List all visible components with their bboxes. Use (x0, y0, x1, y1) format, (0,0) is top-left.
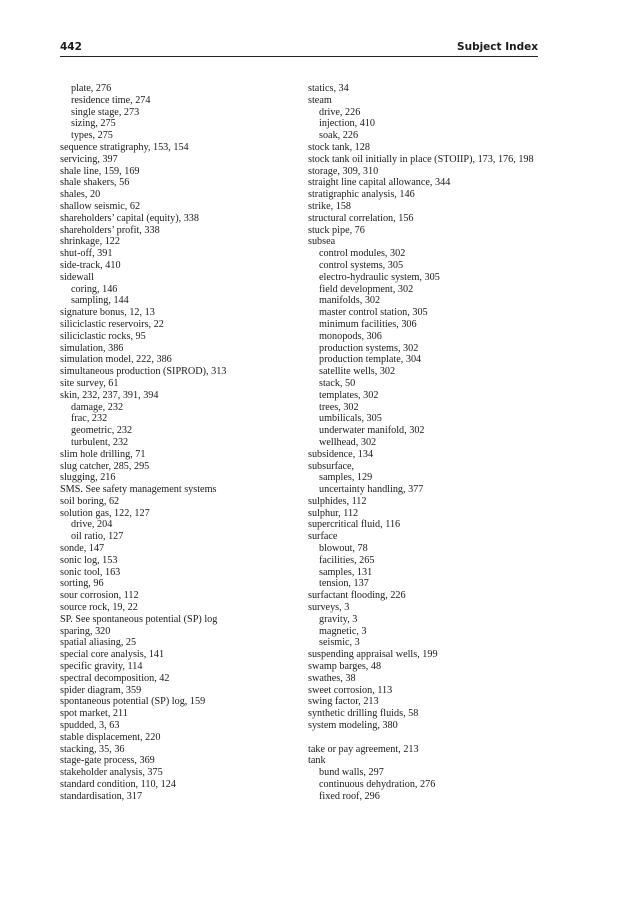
index-subentry: damage, 232 (71, 401, 124, 413)
index-entry: SP. See spontaneous potential (SP) log (60, 613, 218, 625)
index-subentry: underwater manifold, 302 (319, 425, 425, 437)
index-entry: slug catcher, 285, 295 (60, 460, 150, 472)
index-entry: stage-gate process, 369 (60, 755, 155, 767)
index-entry: signature bonus, 12, 13 (60, 307, 155, 319)
index-entry: slugging, 216 (60, 472, 116, 484)
index-entry: skin, 232, 237, 391, 394 (60, 389, 159, 401)
index-entry: statics, 34 (308, 83, 349, 94)
index-entry: structural correlation, 156 (308, 212, 414, 224)
index-subentry: tension, 137 (319, 578, 369, 590)
index-entry: simulation model, 222, 386 (60, 354, 172, 366)
index-subentry: samples, 129 (319, 472, 373, 484)
index-entry: shareholders’ capital (equity), 338 (60, 212, 199, 224)
index-subentry: control systems, 305 (319, 259, 404, 271)
index-entry: slim hole drilling, 71 (60, 448, 146, 460)
index-entry: shale line, 159, 169 (60, 165, 140, 177)
index-entry: spudded, 3, 63 (60, 720, 120, 732)
index-subentry: facilities, 265 (319, 554, 375, 566)
index-subentry: stack, 50 (319, 377, 356, 389)
index-entry: source rock, 19, 22 (60, 602, 138, 614)
index-subentry: samples, 131 (319, 566, 373, 578)
index-entry: sonic tool, 163 (60, 566, 121, 578)
index-entry: shareholders’ profit, 338 (60, 224, 160, 236)
index-subentry: oil ratio, 127 (71, 531, 124, 543)
index-subentry: electro-hydraulic system, 305 (319, 271, 440, 283)
index-subentry: plate, 276 (71, 83, 112, 94)
index-subentry: uncertainty handling, 377 (319, 484, 424, 496)
index-entry: surface (308, 531, 338, 543)
index-entry: sweet corrosion, 113 (308, 684, 393, 696)
index-entry: spontaneous potential (SP) log, 159 (60, 696, 206, 708)
index-subentry: satellite wells, 302 (319, 366, 396, 378)
index-entry: standardisation, 317 (60, 790, 143, 802)
index-entry: stratigraphic analysis, 146 (308, 189, 415, 201)
index-subentry: field development, 302 (319, 283, 414, 295)
index-entry: swamp barges, 48 (308, 661, 382, 673)
index-subentry: sampling, 144 (71, 295, 129, 307)
index-entry: special core analysis, 141 (60, 649, 165, 661)
index-subentry: monopods, 306 (319, 330, 382, 342)
index-column-right (308, 83, 548, 803)
index-entry: shrinkage, 122 (60, 236, 120, 248)
index-entry: stacking, 35, 36 (60, 743, 125, 755)
index-entry: supercritical fluid, 116 (308, 519, 401, 531)
index-entry: siliciclastic rocks, 95 (60, 330, 146, 342)
index-entry: simulation, 386 (60, 342, 124, 354)
index-entry: system modeling, 380 (308, 720, 398, 732)
running-header (60, 40, 538, 57)
index-entry: shales, 20 (60, 189, 101, 201)
index-entry: spider diagram, 359 (60, 684, 142, 696)
index-subentry: magnetic, 3 (319, 625, 367, 637)
index-subentry: frac, 232 (71, 413, 108, 425)
index-subentry: control modules, 302 (319, 248, 406, 260)
index-subentry: fixed roof, 296 (319, 790, 380, 802)
index-entry: sequence stratigraphy, 153, 154 (60, 141, 189, 153)
index-entry: steam (308, 94, 332, 106)
index-entry: shale shakers, 56 (60, 177, 130, 189)
index-entry: sulphur, 112 (308, 507, 359, 519)
index-entry: suspending appraisal wells, 199 (308, 649, 438, 661)
index-column-left (60, 83, 292, 803)
index-subentry: drive, 204 (71, 519, 113, 531)
index-subentry: continuous dehydration, 276 (319, 779, 436, 791)
index-entry: sidewall (60, 271, 94, 283)
index-entry: specific gravity, 114 (60, 661, 143, 673)
index-entry: spot market, 211 (60, 708, 128, 720)
index-entry: siliciclastic reservoirs, 22 (60, 318, 164, 330)
index-entry: solution gas, 122, 127 (60, 507, 150, 519)
index-entry: sonic log, 153 (60, 554, 118, 566)
index-entry: side-track, 410 (60, 259, 121, 271)
index-entry: spectral decomposition, 42 (60, 672, 170, 684)
index-entry: stuck pipe, 76 (308, 224, 365, 236)
index-entry: sour corrosion, 112 (60, 590, 139, 602)
index-entry: SMS. See safety management systems (60, 484, 217, 496)
index-subentry: soak, 226 (319, 130, 359, 142)
index-entry: surveys, 3 (308, 602, 350, 614)
index-subentry: turbulent, 232 (71, 436, 129, 448)
index-entry: swing factor, 213 (308, 696, 379, 708)
index-subentry: master control station, 305 (319, 307, 428, 319)
index-entry: sparing, 320 (60, 625, 111, 637)
index-entry: sorting, 96 (60, 578, 104, 590)
index-entry: sulphides, 112 (308, 495, 367, 507)
index-subentry: types, 275 (71, 130, 113, 142)
index-entry: strike, 158 (308, 200, 352, 212)
index-entry: stock tank, 128 (308, 141, 370, 153)
index-subentry: gravity, 3 (319, 613, 358, 625)
index-entry: shallow seismic, 62 (60, 200, 141, 212)
index-subentry: templates, 302 (319, 389, 379, 401)
index-subentry: minimum facilities, 306 (319, 318, 417, 330)
index-subentry: bund walls, 297 (319, 767, 384, 779)
index-entry: simultaneous production (SIPROD), 313 (60, 366, 227, 378)
index-entry: synthetic drilling fluids, 58 (308, 708, 419, 720)
section-title: Subject Index (457, 41, 538, 53)
index-subentry: injection, 410 (319, 118, 376, 130)
index-subentry: geometric, 232 (71, 425, 133, 437)
index-subentry: production systems, 302 (319, 342, 419, 354)
index-entry: stakeholder analysis, 375 (60, 767, 163, 779)
index-subentry: residence time, 274 (71, 94, 151, 106)
index-subentry: sizing, 275 (71, 118, 116, 130)
index-entry: site survey, 61 (60, 377, 119, 389)
index-entry: spatial aliasing, 25 (60, 637, 137, 649)
index-entry: straight line capital allowance, 344 (308, 177, 451, 189)
index-subentry: blowout, 78 (319, 543, 368, 555)
index-subentry: manifolds, 302 (319, 295, 381, 307)
index-entry: subsurface, (308, 460, 355, 472)
index-subentry: drive, 226 (319, 106, 361, 118)
index-entry: storage, 309, 310 (308, 165, 379, 177)
index-entry: servicing, 397 (60, 153, 118, 165)
index-entry: subsidence, 134 (308, 448, 374, 460)
index-entry: swathes, 38 (308, 672, 356, 684)
page-number: 442 (60, 41, 82, 53)
index-entry: standard condition, 110, 124 (60, 779, 176, 791)
index-entry: take or pay agreement, 213 (308, 743, 419, 755)
index-subentry: seismic, 3 (319, 637, 360, 649)
index-entry: soil boring, 62 (60, 495, 120, 507)
index-subentry: wellhead, 302 (319, 436, 377, 448)
index-subentry: single stage, 273 (71, 106, 140, 118)
index-subentry: production template, 304 (319, 354, 422, 366)
index-subentry: umbilicals, 305 (319, 413, 382, 425)
letter-group-gap (308, 732, 548, 744)
index-entry: shut-off, 391 (60, 248, 113, 260)
index-subentry: coring, 146 (71, 283, 118, 295)
index-entry: subsea (308, 236, 336, 248)
index-entry: tank (308, 755, 326, 767)
index-entry: sonde, 147 (60, 543, 105, 555)
index-subentry: trees, 302 (319, 401, 359, 413)
index-entry: stock tank oil initially in place (STOIIP), 173, 176, 198 (308, 153, 534, 165)
index-entry: stable displacement, 220 (60, 731, 161, 743)
index-entry: surfactant flooding, 226 (308, 590, 406, 602)
